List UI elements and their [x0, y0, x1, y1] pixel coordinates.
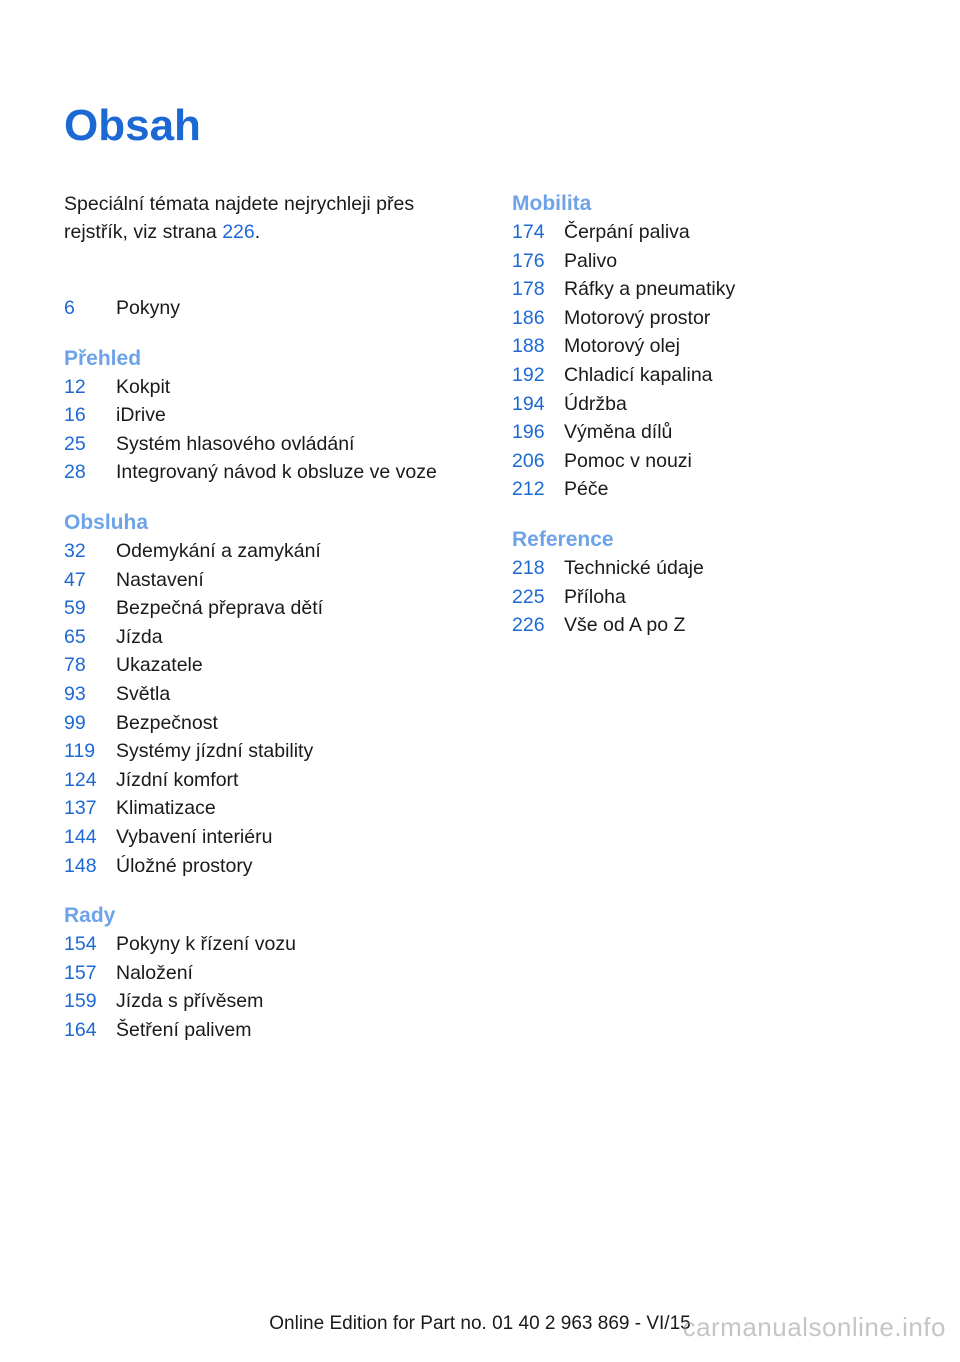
toc-entry[interactable] [64, 987, 484, 1016]
intro-sentence: Speciální témata najdete nejrychleji přes rejstřík, viz strana [64, 193, 415, 243]
toc-entry-label[interactable]: Vybavení interiéru [116, 825, 273, 848]
intro-page-link[interactable]: 226 [222, 221, 255, 243]
toc-page-number[interactable]: 16 [64, 404, 86, 427]
toc-column-left [64, 294, 484, 1066]
toc-entry[interactable] [64, 651, 484, 680]
toc-page-number[interactable]: 194 [512, 392, 545, 415]
toc-entry[interactable] [64, 537, 484, 566]
toc-entry-label[interactable]: Ukazatele [116, 654, 203, 677]
toc-entry-label[interactable]: Nastavení [116, 568, 204, 591]
footer-edition: Online Edition for Part no. 01 40 2 963 869 - VI/15 [269, 1313, 691, 1334]
toc-entry[interactable] [64, 709, 484, 738]
toc-page-number[interactable]: 65 [64, 625, 86, 648]
toc-page-number[interactable]: 196 [512, 421, 545, 444]
toc-page-number[interactable]: 157 [64, 961, 97, 984]
toc-entry-label[interactable]: Naložení [116, 961, 193, 984]
toc-entry[interactable] [512, 390, 932, 419]
toc-entry-label[interactable]: Kokpit [116, 375, 171, 398]
toc-entry[interactable] [512, 418, 932, 447]
toc-entry[interactable] [64, 737, 484, 766]
toc-page-number[interactable]: 137 [64, 797, 97, 820]
toc-entry[interactable] [64, 930, 484, 959]
intro-suffix: . [254, 221, 261, 243]
toc-page-number[interactable]: 164 [64, 1018, 97, 1041]
toc-page-number[interactable]: 47 [64, 568, 86, 591]
toc-entry-label[interactable]: Údržba [564, 392, 627, 415]
toc-entry[interactable] [64, 680, 484, 709]
toc-entry-label[interactable]: Jízdní komfort [116, 768, 239, 791]
toc-entry-label[interactable]: Pokyny [116, 297, 180, 319]
toc-entry[interactable] [64, 823, 484, 852]
toc-page-number[interactable]: 6 [64, 297, 75, 319]
toc-entry-label[interactable]: Vše od A po Z [564, 614, 686, 637]
watermark: carmanualsonline.info [682, 1312, 946, 1342]
toc-entry-label[interactable]: Jízda s přívěsem [116, 990, 264, 1013]
toc-page-number[interactable]: 12 [64, 375, 86, 398]
toc-entry-label[interactable]: Klimatizace [116, 797, 216, 820]
toc-entry-label[interactable]: Palivo [564, 249, 618, 272]
toc-entry[interactable] [512, 332, 932, 361]
toc-entry-label[interactable]: Motorový olej [564, 335, 680, 358]
toc-entry[interactable] [512, 361, 932, 390]
toc-entry-label[interactable]: Integrovaný návod k obsluze ve voze [116, 461, 437, 484]
toc-page-number[interactable]: 99 [64, 711, 86, 734]
toc-entry-label[interactable]: Světla [116, 682, 171, 705]
toc-entry[interactable] [64, 623, 484, 652]
toc-page-number[interactable]: 225 [512, 585, 545, 608]
toc-entry-label[interactable]: Úložné prostory [116, 854, 253, 877]
toc-entry[interactable] [64, 1016, 484, 1045]
section-title: Mobilita [512, 192, 592, 215]
toc-page-number[interactable]: 32 [64, 539, 86, 562]
toc-entry-label[interactable]: Jízda [116, 625, 163, 648]
toc-page-number[interactable]: 159 [64, 990, 97, 1013]
toc-entry-label[interactable]: Výměna dílů [564, 421, 673, 444]
toc-page-number[interactable]: 192 [512, 363, 545, 386]
toc-page-number[interactable]: 25 [64, 432, 86, 455]
toc-section-intro [64, 294, 484, 323]
toc-page-number[interactable]: 178 [512, 278, 545, 301]
toc-page-number[interactable]: 188 [512, 335, 545, 358]
toc-entry-label[interactable]: Odemykání a zamykání [116, 539, 321, 562]
toc-entry[interactable] [64, 794, 484, 823]
toc-page-number[interactable]: 148 [64, 854, 97, 877]
toc-entry[interactable] [512, 554, 932, 583]
toc-page-number[interactable]: 212 [512, 478, 545, 501]
toc-column-right [512, 190, 932, 662]
toc-page-number[interactable]: 206 [512, 449, 545, 472]
toc-entry[interactable] [512, 447, 932, 476]
toc-page-number[interactable]: 59 [64, 597, 86, 620]
toc-page-number[interactable]: 124 [64, 768, 97, 791]
toc-entry[interactable] [512, 275, 932, 304]
toc-entry-label[interactable]: Ráfky a pneumatiky [564, 278, 736, 301]
page-title: Obsah [64, 101, 201, 150]
toc-entry[interactable] [64, 766, 484, 795]
toc-entry[interactable] [64, 430, 484, 459]
toc-entry-label[interactable]: Šetření palivem [116, 1018, 252, 1041]
toc-section [512, 190, 932, 504]
toc-section [512, 526, 932, 640]
toc-entry[interactable] [64, 566, 484, 595]
toc-section [64, 902, 484, 1044]
toc-section [64, 345, 484, 487]
toc-page-number[interactable]: 154 [64, 933, 97, 956]
toc-page-number[interactable]: 176 [512, 249, 545, 272]
toc-entry[interactable] [64, 458, 484, 487]
section-title: Rady [64, 904, 116, 928]
toc-entry-label[interactable]: Bezpečná přeprava dětí [116, 597, 324, 620]
toc-entry-label[interactable]: Motorový prostor [564, 306, 711, 329]
toc-entry-label[interactable]: Systém hlasového ovládání [116, 432, 355, 455]
toc-entry[interactable] [64, 959, 484, 988]
section-title: Reference [512, 527, 614, 551]
toc-entry[interactable] [64, 373, 484, 402]
toc-page-number[interactable]: 186 [512, 306, 545, 329]
toc-page-number[interactable]: 93 [64, 682, 86, 705]
toc-entry[interactable] [64, 401, 484, 430]
toc-entry[interactable] [64, 294, 484, 323]
toc-entry[interactable] [64, 594, 484, 623]
toc-page-number[interactable]: 218 [512, 556, 545, 579]
toc-entry-label[interactable]: Příloha [564, 585, 626, 608]
toc-entry-label[interactable]: Systémy jízdní stability [116, 740, 314, 763]
toc-page-number[interactable]: 174 [512, 221, 545, 243]
toc-entry[interactable] [512, 611, 932, 640]
toc-page-number[interactable]: 78 [64, 654, 86, 677]
toc-page-number[interactable]: 144 [64, 825, 97, 848]
section-title: Obsluha [64, 510, 149, 534]
toc-entry[interactable] [512, 304, 932, 333]
intro-text [64, 190, 464, 246]
toc-entry-label[interactable]: Technické údaje [564, 556, 704, 579]
toc-entry-label[interactable]: Péče [564, 478, 609, 501]
toc-entry[interactable] [512, 247, 932, 276]
toc-entry[interactable] [512, 218, 932, 247]
toc-entry-label[interactable]: iDrive [116, 404, 166, 427]
toc-section [64, 509, 484, 880]
toc-entry-label[interactable]: Čerpání paliva [564, 221, 690, 243]
toc-entry-label[interactable]: Pomoc v nouzi [564, 449, 692, 472]
toc-page-number[interactable]: 119 [64, 740, 96, 763]
toc-entry[interactable] [512, 583, 932, 612]
toc-entry[interactable] [512, 475, 932, 504]
toc-entry-label[interactable]: Pokyny k řízení vozu [116, 933, 296, 956]
toc-entry-label[interactable]: Bezpečnost [116, 711, 218, 734]
toc-entry[interactable] [64, 852, 484, 881]
toc-page-number[interactable]: 226 [512, 614, 545, 637]
toc-page-number[interactable]: 28 [64, 461, 86, 484]
section-title: Přehled [64, 346, 142, 370]
toc-entry-label[interactable]: Chladicí kapalina [564, 363, 713, 386]
